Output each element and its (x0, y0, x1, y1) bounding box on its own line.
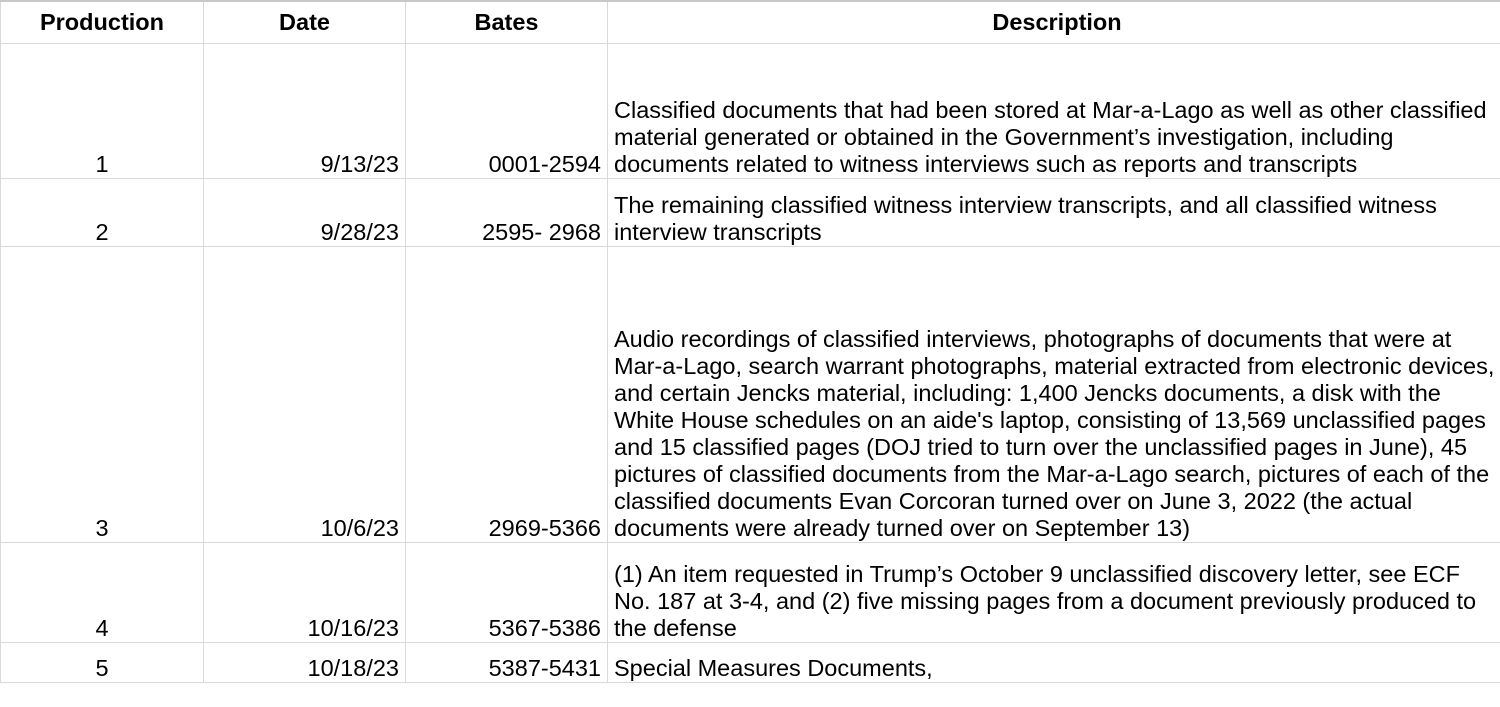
cell-production[interactable]: 1 (1, 44, 204, 179)
cell-description[interactable]: Special Measures Documents, (608, 643, 1500, 683)
cell-production[interactable]: 2 (1, 179, 204, 247)
cell-bates[interactable]: 5387-5431 (406, 643, 608, 683)
table-row (1, 179, 1500, 247)
header-production[interactable]: Production (1, 1, 204, 44)
header-bates[interactable]: Bates (406, 1, 608, 44)
table-row (1, 44, 1500, 179)
cell-production[interactable]: 3 (1, 247, 204, 543)
cell-production[interactable]: 4 (1, 543, 204, 643)
cell-bates[interactable]: 2595- 2968 (406, 179, 608, 247)
cell-bates[interactable]: 2969-5366 (406, 247, 608, 543)
header-date[interactable]: Date (204, 1, 406, 44)
table-row (1, 643, 1500, 683)
cell-bates[interactable]: 0001-2594 (406, 44, 608, 179)
cell-date[interactable]: 10/18/23 (204, 643, 406, 683)
header-description[interactable]: Description (608, 1, 1500, 44)
cell-date[interactable]: 10/16/23 (204, 543, 406, 643)
table-row (1, 247, 1500, 543)
table-row (1, 543, 1500, 643)
cell-date[interactable]: 9/13/23 (204, 44, 406, 179)
cell-description[interactable]: The remaining classified witness interview transcripts, and all classified witness interview transcripts (608, 179, 1500, 247)
cell-bates[interactable]: 5367-5386 (406, 543, 608, 643)
header-row (1, 1, 1500, 44)
cell-production[interactable]: 5 (1, 643, 204, 683)
cell-date[interactable]: 9/28/23 (204, 179, 406, 247)
cell-description[interactable]: Classified documents that had been stored at Mar-a-Lago as well as other classified material generated or obtained in the Government’s investigation, including documents related to witness interviews such as reports and transcripts (608, 44, 1500, 179)
cell-date[interactable]: 10/6/23 (204, 247, 406, 543)
cell-description[interactable]: Audio recordings of classified interviews, photographs of documents that were at Mar-a-Lago, search warrant photographs, material extracted from electronic devices, and certain Jencks material, including: 1,400 Jencks documents, a disk with the White House schedules on an aide's laptop, consisting of 13,569 unclassified pages and 15 classified pages (DOJ tried to turn over the unclassified pages in June), 45 pictures of classified documents from the Mar-a-Lago search, pictures of each of the classified documents Evan Corcoran turned over on June 3, 2022 (the actual documents were already turned over on September 13) (608, 247, 1500, 543)
cell-description[interactable]: (1) An item requested in Trump’s October 9 unclassified discovery letter, see ECF No. 187 at 3-4, and (2) five missing pages from a document previously produced to the defense (608, 543, 1500, 643)
